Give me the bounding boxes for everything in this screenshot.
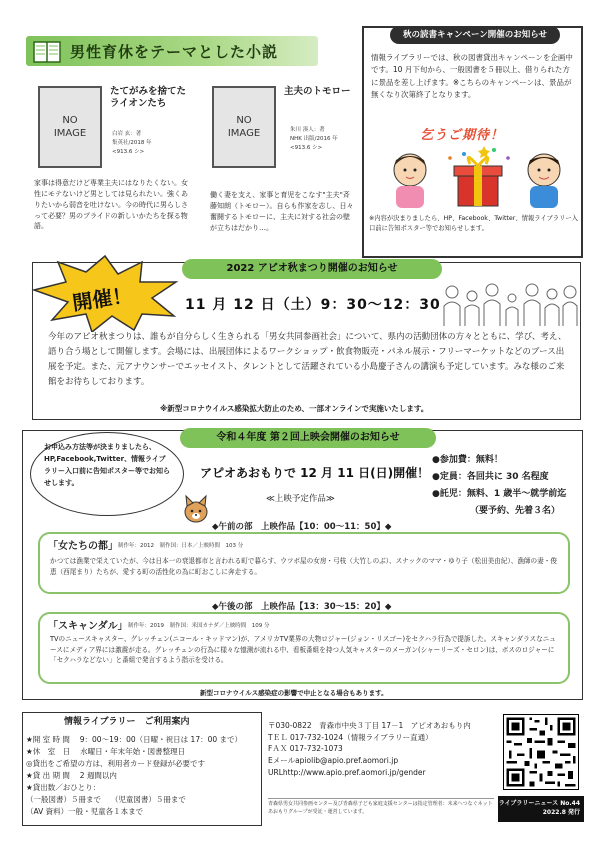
newsletter-tag [498, 796, 584, 822]
morning-label: ◆午前の部 上映作品【10：00～11：50】◆ [212, 522, 392, 532]
guide-count-general: （一般図書）５冊まで （児童図書）５冊まで [26, 795, 186, 804]
book1-author: 白岩 玄：著 [112, 131, 142, 137]
kids-gift-illustration [384, 142, 574, 210]
book1-callno: <913.6 シ> [112, 149, 145, 155]
screening-childcare-note: （要予約、先着３名） [470, 506, 561, 516]
contact-tel: TＥＬ 017-732-1024（情報ライブラリー直通） [268, 732, 433, 742]
screening-title: 令和４年度 第２回上映会開催のお知らせ [180, 428, 436, 448]
contact-url[interactable]: URLhttp://www.apio.pref.aomori.jp/gender [268, 767, 426, 777]
book2-description: 働く妻を支え、家事と育児をこなす"主夫"斉藤知朗（トモロー）。自らも作家を志し、日々奮闘するトモローに、主夫に対する社会の壁が立ちはだかり…。 [210, 191, 354, 232]
screening-capacity: ●定員：各回共に 30 名程度 [432, 472, 549, 482]
guide-count-head: ★貸出数／おひとり： [26, 783, 101, 792]
festival-date: 11 月 12 日（土）9：30～12：30 [185, 297, 441, 313]
screening-fee: ●参加費：無料！ [432, 455, 503, 465]
book2-publisher: NHK 出版/2016 年 [290, 136, 338, 142]
film1-desc: かつては漁業で栄えていたが、今は日本一の衰退都市と言われる町で暮らす、ウツボ屋の女房・弓枝（大竹しのぶ）、スナックのママ・ゆり子（松田美由紀）、漁師の妻・俊恵（西尾まり）たちが、愛する町の活性化の為に町おこしに奔走する。 [50, 557, 557, 576]
dog-icon [178, 492, 214, 524]
film1-meta: 制作年：2012 制作国：日本／上映時間 103 分 [118, 543, 244, 549]
guide-closed: ★休 室 日 水曜日・年末年始・図書整理日 [26, 747, 186, 756]
guide-count-av: （AV 資料）一般・児童各１本まで [26, 807, 144, 816]
book1-title-line1: たてがみを捨てた [110, 86, 187, 97]
guide-hours: ★開 室 時 間 9：00～19：00（日曜・祝日は 17：00 まで） [26, 735, 243, 744]
book2-author: 朱川 湊人：著 [290, 127, 325, 133]
campaign-title: 秋の読書キャンペーン開催のお知らせ [390, 26, 560, 44]
film1-title: 「女たちの都」 [48, 541, 118, 552]
festival-body: 今年のアピオ秋まつりは、誰もが自分らしく生きられる「男女共同参画社会」について、県内の活動団体の方々とともに、学び、考え、語り合う場として開催します。会場には、出展団体によるワークショップ・飲食物販売・パネル展示・フリーマーケットなどのブース出展を予定。また、元アナウンサーでエッセイスト、タレントとして活躍されている小島慶子さんの講演も予定しています。みな様のご来館をお待ちしております。 [48, 332, 567, 387]
book2-callno: <913.6 シ> [290, 145, 323, 151]
book1-description: 家事は得意だけど専業主夫にはなりたくない。女性にモテないけど男としては見られたい。強くありたいから弱音を吐けない。今の時代に男らしさって必要？男のプライドの新しいかたちを探る物語。 [34, 179, 188, 231]
festival-burst-text: 開催！ [70, 282, 134, 316]
novels-title: 男性育休をテーマとした小説 [70, 43, 279, 61]
campaign-body: 情報ライブラリーでは、秋の図書貸出キャンペーンを企画中です。10 月下旬から、一般図書を５冊以上、借りられた方に景品を差し上げます。※こちらのキャンペーンは、景品が無くなり次第終了となります。 [371, 53, 573, 100]
film2-desc: TVのニュースキャスター、グレッチェン(ニコール・キッドマン)が、アメリカTV業界の大物ロジャー(ジョン・リスゴー)をセクハラ行為で提訴した。スキャンダラスなニュースにメディア界には激震が走る。グレッチェンの行為に様々な憶測が流れる中、看板番組を持つ人気キャスターのメーガン(シャーリーズ・セロン)は、ボスのロジャーに「セクハラなどない」と番組で発言するよう指示を受ける。 [50, 635, 556, 665]
crowd-illustration [440, 278, 580, 330]
guide-card: ◎貸出をご希望の方は、利用者カード登録が必要です [26, 759, 206, 768]
book1-title-line2: ライオンたち [110, 98, 167, 109]
contact-note: 青森県男女共同参画センター及び青森県子ども家庭支援センターは指定管理者：未来へつなぐネットあおもりグループが受託・運営しています。 [268, 798, 494, 817]
contact-fax: FＡＸ 017-732-1073 [268, 744, 343, 754]
book1-no-image: NO IMAGE [38, 86, 102, 168]
contact-email[interactable]: Eメールapiolib@apio.pref.aomori.jp [268, 755, 399, 765]
guide-title: 情報ライブラリー ご利用案内 [64, 717, 190, 727]
qr-code[interactable] [503, 714, 579, 790]
newsletter-name: ライブラリーニュース No.44 [498, 800, 580, 807]
campaign-note: ※内容が決まりましたら、HP、Facebook、Twitter、情報ライブラリー入口前に告知ポスター等でお知らせします。 [369, 215, 578, 233]
contact-block [268, 720, 494, 778]
guide-body [26, 734, 262, 818]
festival-title: 2022 アピオ秋まつり開催のお知らせ [182, 259, 442, 279]
screening-headline: アピオあおもりで 12 月 11 日(日)開催！ [200, 466, 430, 480]
guide-period: ★貸 出 期 間 2 週間以内 [26, 771, 117, 780]
book-icon [30, 34, 66, 68]
afternoon-label: ◆午後の部 上映作品【13：30～15：20】◆ [212, 602, 392, 612]
film2-meta: 制作年：2019 制作国：米国カナダ／上映時間 109 分 [128, 623, 270, 629]
newsletter-issued: 2022.8 発行 [542, 809, 580, 816]
campaign-kitai: 乞うご期待！ [420, 128, 505, 143]
screening-subhead: ≪上映予定作品≫ [266, 494, 335, 504]
contact-address: 〒030-0822 青森市中央３丁目 17－1 アピオあおもり内 [268, 721, 471, 730]
festival-note: ※新型コロナウイルス感染拡大防止のため、一部オンラインで実施いたします。 [160, 404, 429, 413]
screening-childcare: ●託児：無料、1 歳半～就学前迄 [432, 489, 567, 499]
film2-title: 「スキャンダル」 [48, 621, 128, 632]
book2-no-image: NO IMAGE [212, 86, 276, 168]
screening-footer: 新型コロナウイルス感染症の影響で中止となる場合もあります。 [200, 689, 388, 697]
screening-bubble-text: お申込み方法等が決まりましたら、HP,Facebook,Twitter、情報ライブラリー入口前に告知ポスター等でお知らせします。 [44, 443, 170, 487]
book1-publisher: 集英社/2018 年 [112, 140, 152, 146]
book2-title: 主夫のトモロー [284, 86, 351, 97]
